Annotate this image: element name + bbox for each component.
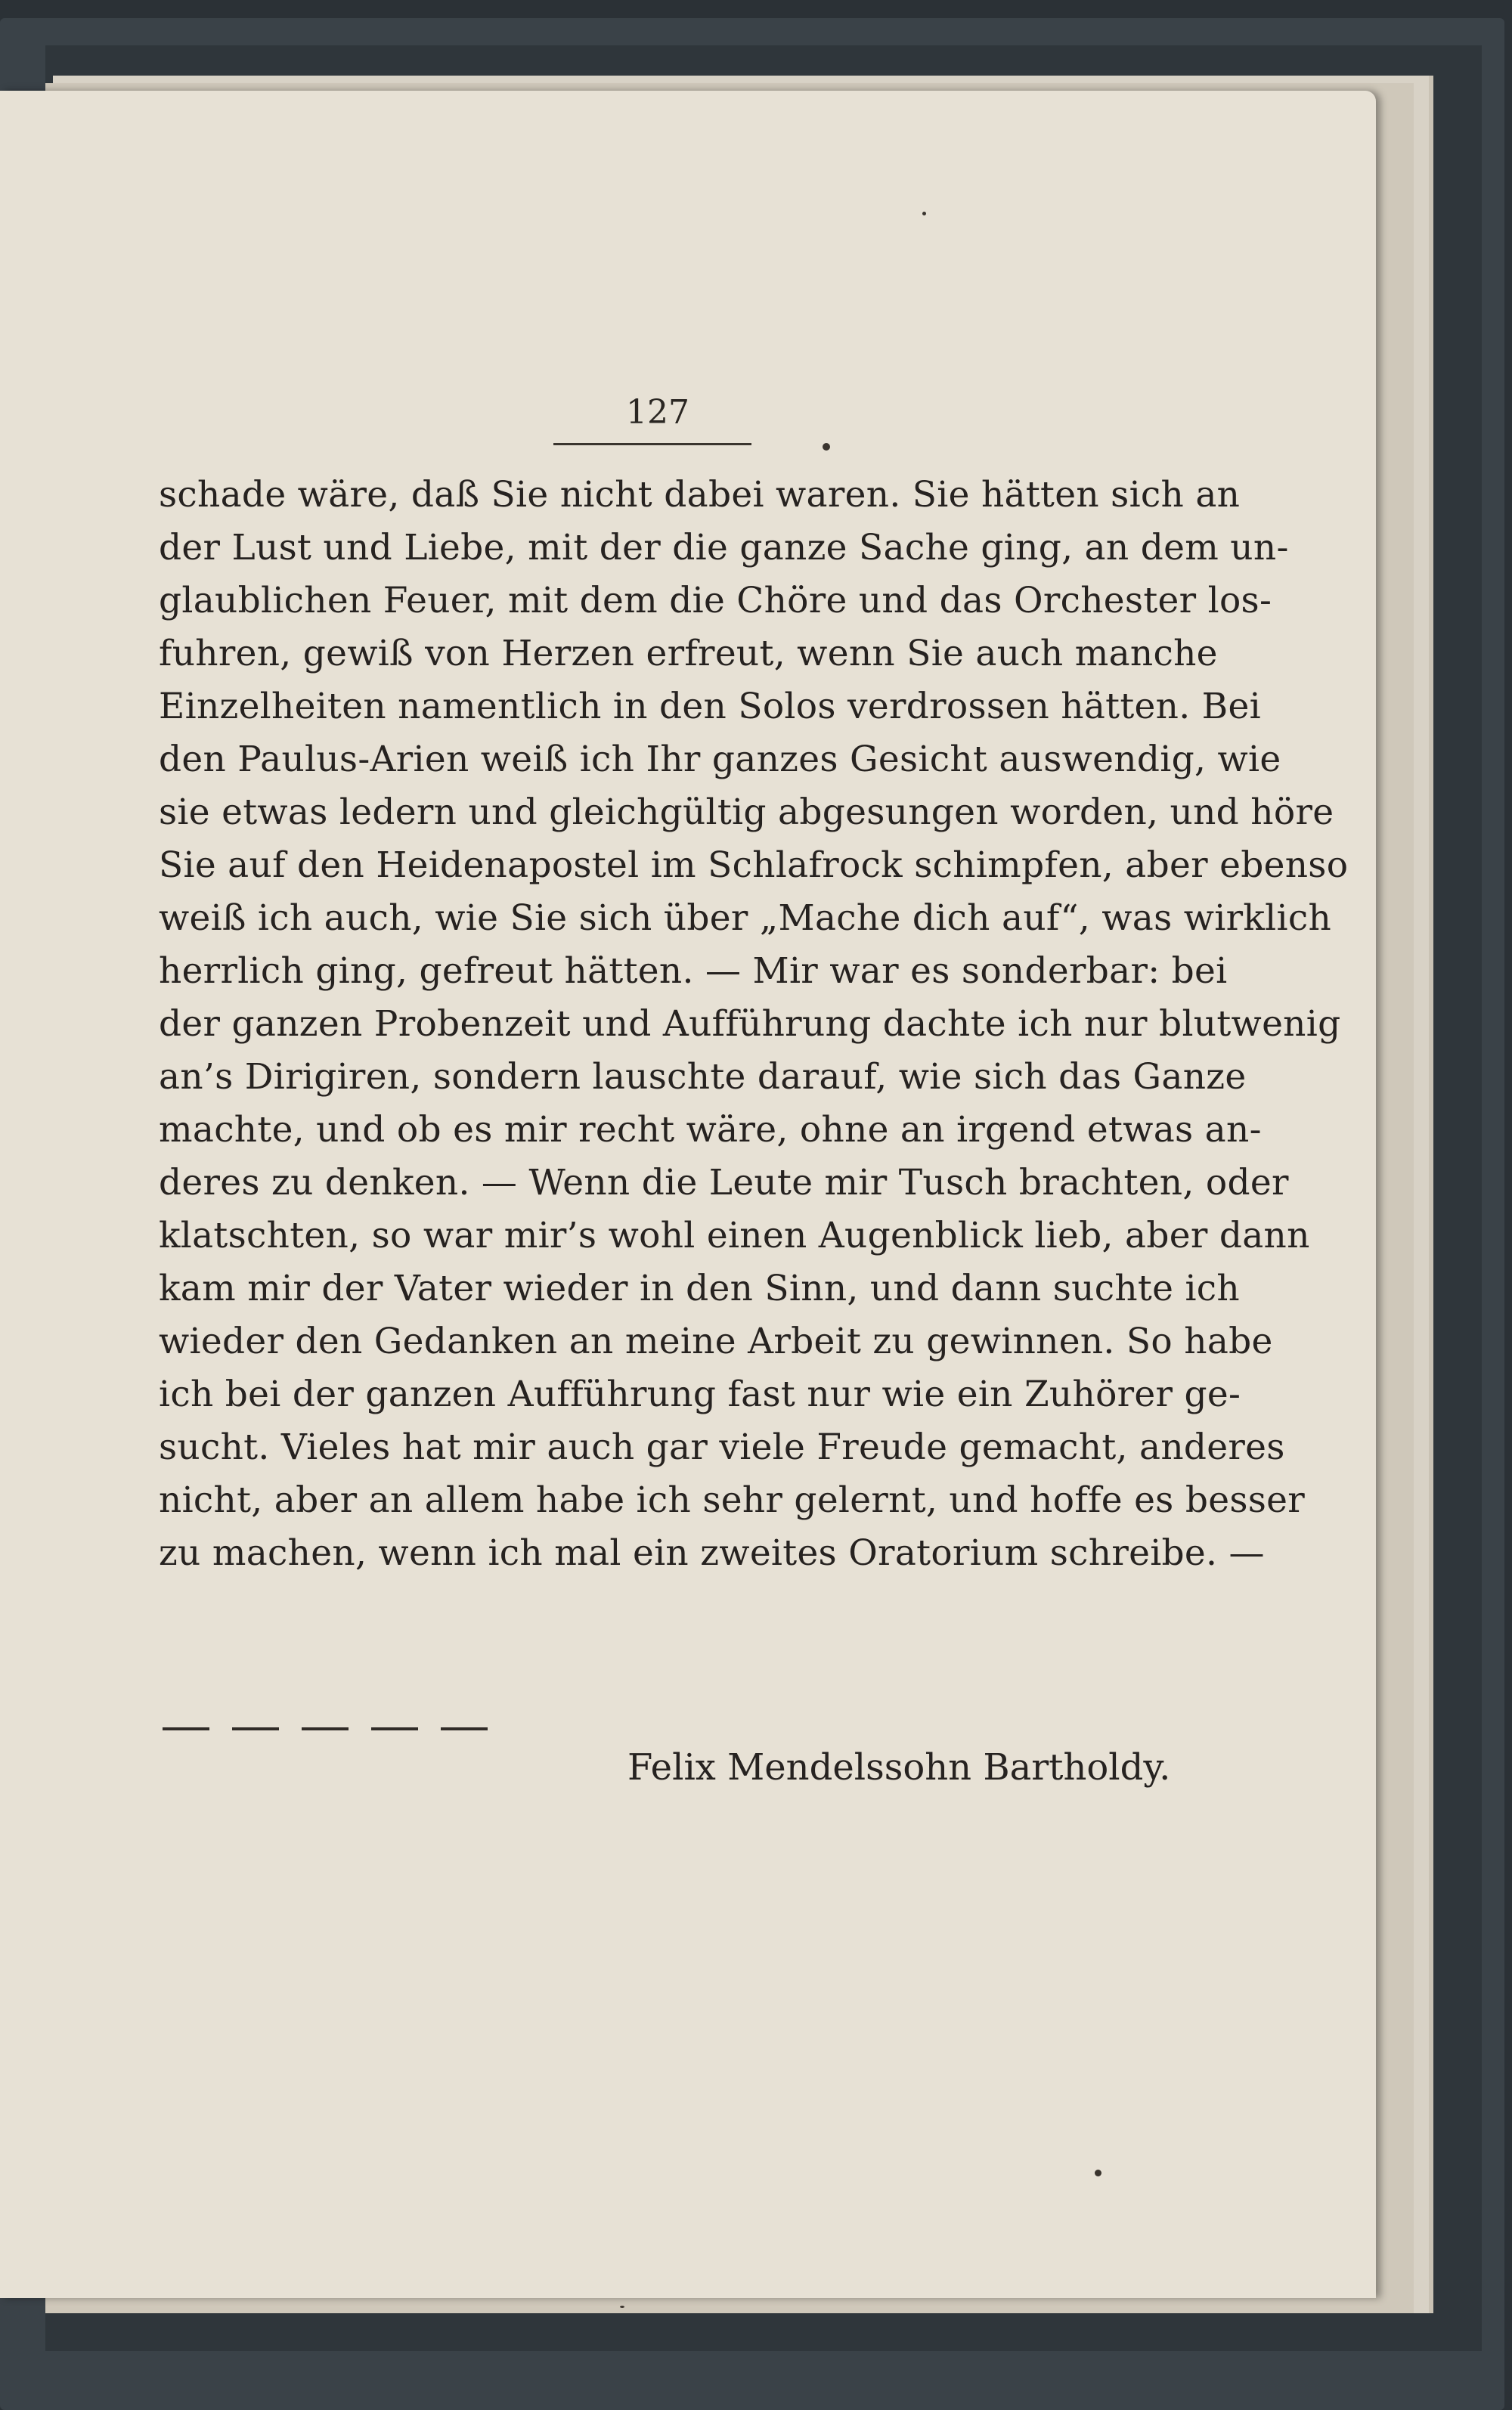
text-line: Sie auf den Heidenapostel im Schlafrock schimpfen, aber ebenso (159, 844, 1349, 886)
text-line: ich bei der ganzen Aufführung fast nur wie ein Zuhörer ge- (159, 1374, 1241, 1415)
text-line: an’s Dirigiren, sondern lauschte darauf, wie sich das Ganze (159, 1056, 1247, 1098)
header-rule (553, 443, 751, 445)
text-line: deres zu denken. — Wenn die Leute mir Tusch brachten, oder (159, 1162, 1289, 1203)
dash (371, 1727, 418, 1730)
text-line: herrlich ging, gefreut hätten. — Mir war es sonderbar: bei (159, 950, 1228, 992)
page-number: 127 (626, 393, 689, 432)
dash (302, 1727, 349, 1730)
text-line: klatschten, so war mir’s wohl einen Augenblick lieb, aber dann (159, 1215, 1310, 1256)
paper-speck (620, 2306, 624, 2308)
text-line: schade wäre, daß Sie nicht dabei waren. Sie hätten sich an (159, 474, 1241, 516)
text-line: kam mir der Vater wieder in den Sinn, und dann suchte ich (159, 1268, 1240, 1309)
book-page (0, 91, 1376, 2298)
paper-speck (922, 212, 926, 215)
text-line: sucht. Vieles hat mir auch gar viele Freude gemacht, anderes (159, 1426, 1285, 1468)
text-line: der ganzen Probenzeit und Aufführung dachte ich nur blutwenig (159, 1003, 1341, 1045)
ink-dot (823, 443, 830, 451)
text-line: fuhren, gewiß von Herzen erfreut, wenn Sie auch manche (159, 633, 1218, 674)
body-text (159, 469, 1349, 1580)
text-line: sie etwas ledern und gleichgültig abgesungen worden, und höre (159, 791, 1334, 833)
text-line: der Lust und Liebe, mit der die ganze Sache ging, an dem un- (159, 527, 1289, 568)
paper-speck (1095, 2170, 1101, 2176)
separator-dashes (163, 1727, 488, 1730)
text-line: glaublichen Feuer, mit dem die Chöre und das Orchester los- (159, 580, 1272, 621)
text-line: weiß ich auch, wie Sie sich über „Mache dich auf“, was wirklich (159, 897, 1332, 939)
text-line: Einzelheiten namentlich in den Solos verdrossen hätten. Bei (159, 686, 1261, 727)
text-line: nicht, aber an allem habe ich sehr gelernt, und hoffe es besser (159, 1479, 1306, 1521)
signature: Felix Mendelssohn Bartholdy. (627, 1746, 1171, 1789)
dash (163, 1727, 209, 1730)
text-line: den Paulus-Arien weiß ich Ihr ganzes Gesicht auswendig, wie (159, 739, 1281, 780)
text-line: zu machen, wenn ich mal ein zweites Oratorium schreibe. — (159, 1532, 1265, 1574)
text-line: machte, und ob es mir recht wäre, ohne an irgend etwas an- (159, 1109, 1262, 1151)
text-line: wieder den Gedanken an meine Arbeit zu gewinnen. So habe (159, 1321, 1273, 1362)
dash (232, 1727, 279, 1730)
dash (441, 1727, 488, 1730)
